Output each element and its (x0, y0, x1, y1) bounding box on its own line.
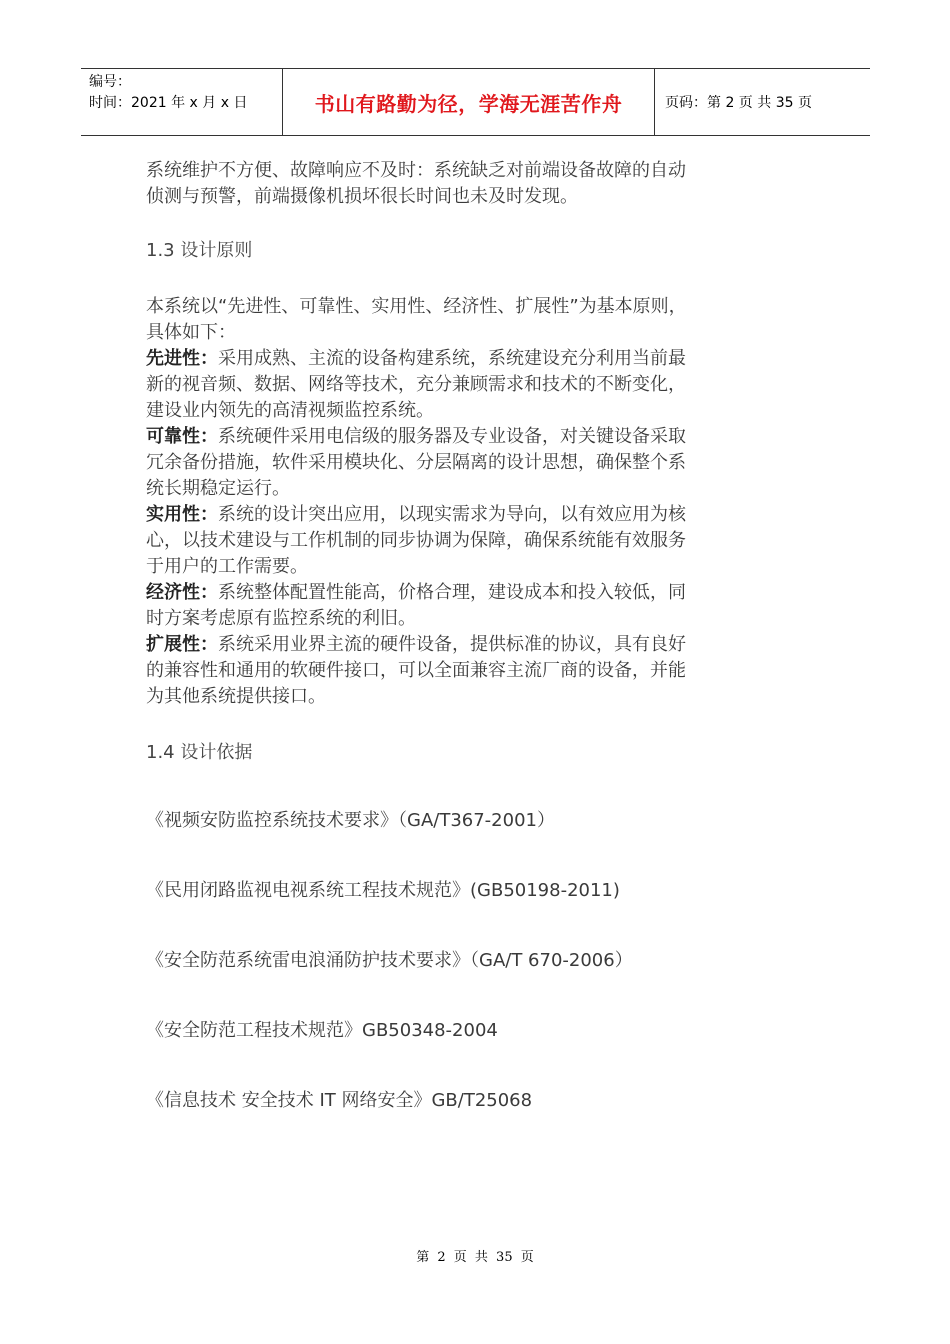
principle-text: 心，以技术建设与工作机制的同步协调为保障，确保系统能有效服务 (146, 530, 686, 551)
principle-text: 新的视音频、数据、网络等技术，充分兼顾需求和技术的不断变化， (146, 374, 686, 395)
principle-item (146, 346, 806, 424)
principle-item (146, 632, 806, 710)
reference-item: 《信息技术 安全技术 IT 网络安全》GB/T25068 (146, 1090, 533, 1111)
document-number-label: 编号： (89, 74, 131, 90)
principle-term: 经济性： (146, 582, 218, 603)
intro-line-1: 系统维护不方便、故障响应不及时：系统缺乏对前端设备故障的自动 (146, 160, 686, 181)
header-meta (81, 69, 283, 135)
principle-term: 扩展性： (146, 634, 218, 655)
principle-item (146, 424, 806, 502)
principle-text: 系统采用业界主流的硬件设备，提供标准的协议，具有良好 (218, 634, 686, 655)
principles-intro-line-2: 具体如下： (146, 322, 236, 343)
section-heading-1-3: 1.3 设计原则 (146, 240, 253, 261)
reference-item: 《视频安防监控系统技术要求》（GA/T367-2001） (146, 810, 555, 831)
principles-intro (146, 294, 806, 346)
intro-paragraph (146, 158, 806, 210)
intro-line-2: 侦测与预警，前端摄像机损坏很长时间也未及时发现。 (146, 186, 578, 207)
principle-item (146, 502, 806, 580)
reference-item: 《安全防范工程技术规范》GB50348-2004 (146, 1020, 498, 1041)
header-motto: 书山有路勤为径，学海无涯苦作舟 (283, 69, 655, 135)
principle-term: 可靠性： (146, 426, 218, 447)
principle-text: 于用户的工作需要。 (146, 556, 308, 577)
page-header (81, 68, 870, 136)
document-body (146, 158, 806, 1114)
document-date: 时间：2021 年 x 月 x 日 (89, 95, 248, 111)
reference-item: 《安全防范系统雷电浪涌防护技术要求》（GA/T 670-2006） (146, 950, 633, 971)
principle-text: 的兼容性和通用的软硬件接口，可以全面兼容主流厂商的设备，并能 (146, 660, 686, 681)
reference-item: 《民用闭路监视电视系统工程技术规范》(GB50198-2011) (146, 880, 620, 901)
principle-text: 系统硬件采用电信级的服务器及专业设备，对关键设备采取 (218, 426, 686, 447)
principles-intro-line-1: 本系统以“先进性、可靠性、实用性、经济性、扩展性”为基本原则， (146, 296, 687, 317)
principle-term: 先进性： (146, 348, 218, 369)
principle-text: 采用成熟、主流的设备构建系统，系统建设充分利用当前最 (218, 348, 686, 369)
principle-text: 时方案考虑原有监控系统的利旧。 (146, 608, 416, 629)
principle-text: 冗余备份措施，软件采用模块化、分层隔离的设计思想，确保整个系 (146, 452, 686, 473)
principle-term: 实用性： (146, 504, 218, 525)
principle-text: 系统整体配置性能高，价格合理，建设成本和投入较低，同 (218, 582, 686, 603)
principle-text: 统长期稳定运行。 (146, 478, 290, 499)
principle-item (146, 580, 806, 632)
principle-text: 为其他系统提供接口。 (146, 686, 326, 707)
header-page-info: 页码：第 2 页 共 35 页 (665, 95, 812, 111)
section-heading-1-4: 1.4 设计依据 (146, 742, 253, 763)
principle-text: 建设业内领先的高清视频监控系统。 (146, 400, 434, 421)
principle-text: 系统的设计突出应用，以现实需求为导向，以有效应用为核 (218, 504, 686, 525)
page-footer: 第 2 页 共 35 页 (416, 1250, 534, 1265)
